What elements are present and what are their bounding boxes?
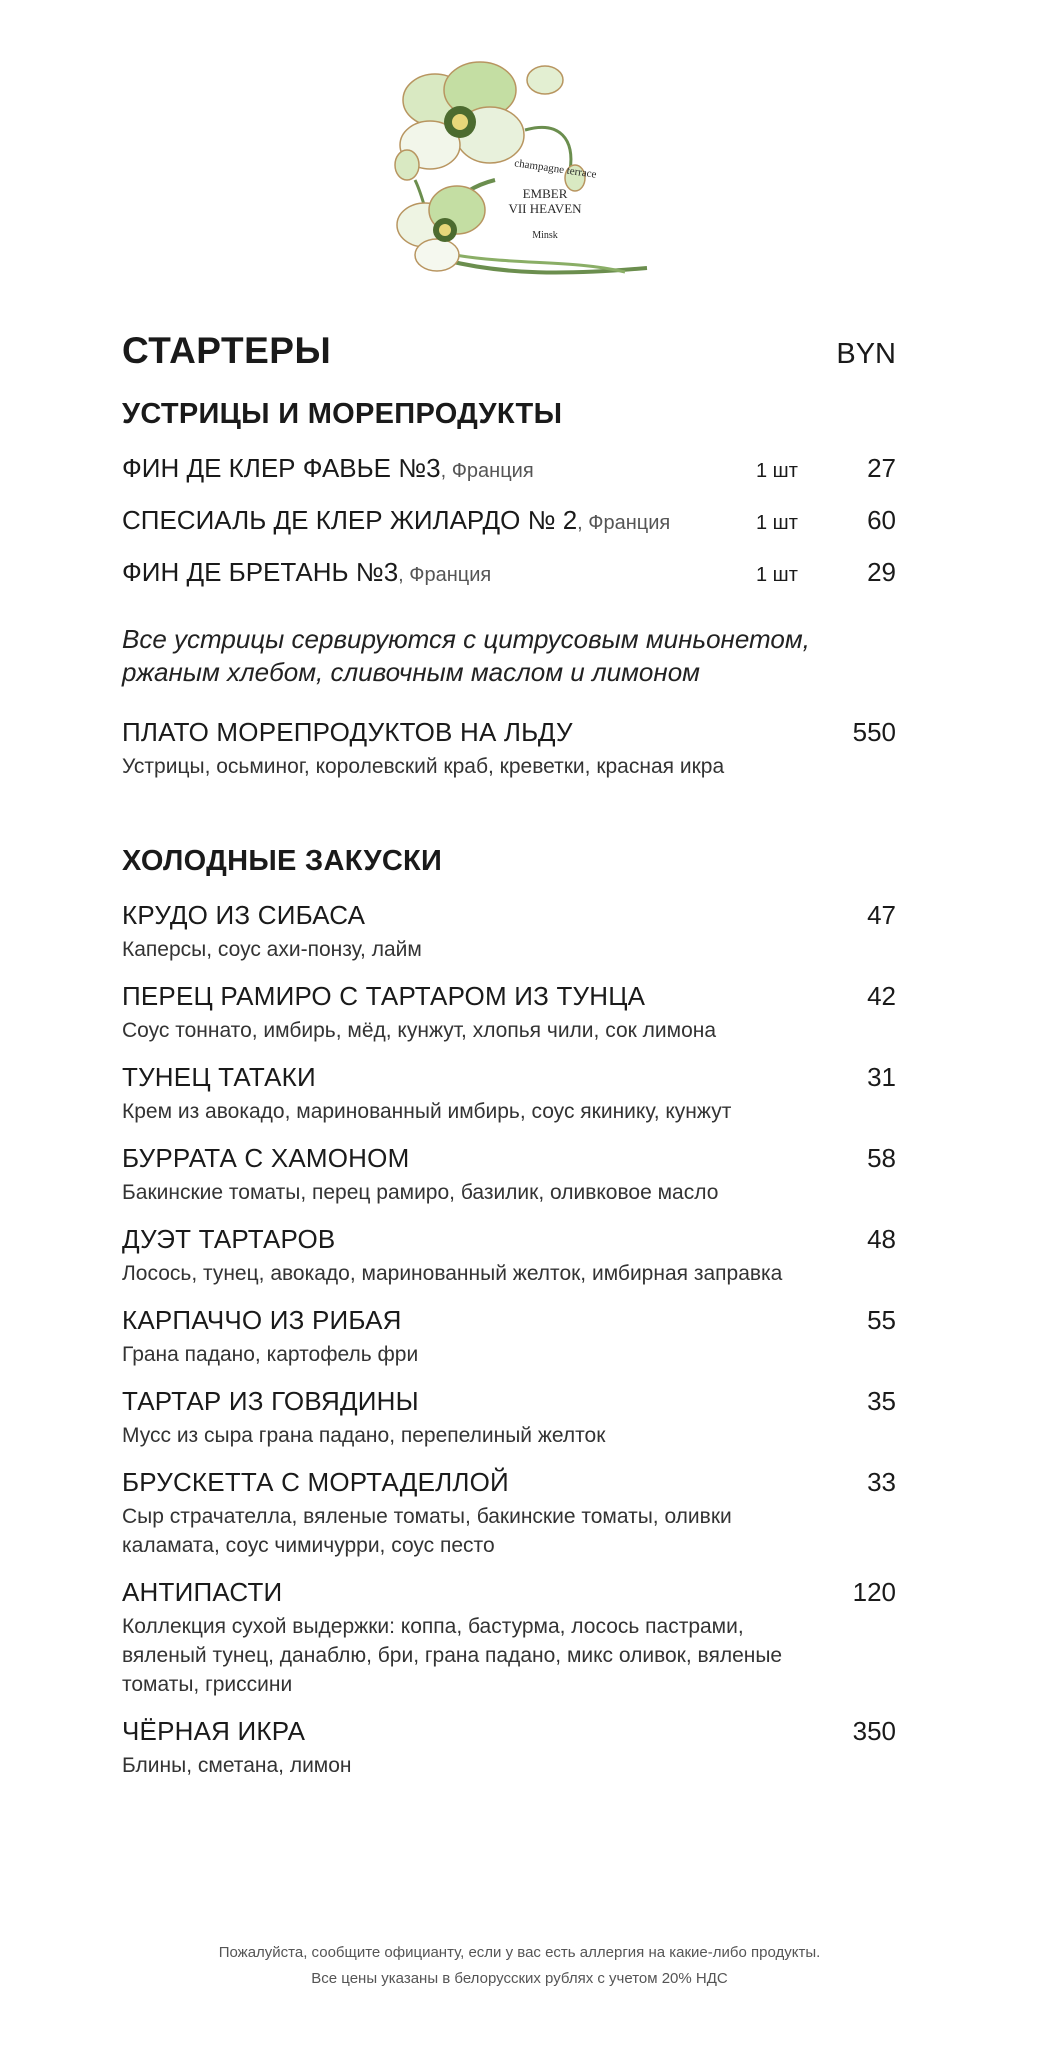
menu-item-price: 42 [867, 981, 896, 1011]
menu-item-price: 33 [867, 1467, 896, 1497]
menu-item-description: Сыр страчателла, вяленые томаты, бакинские томаты, оливки каламата, соус чимичурри, соус песто [122, 1505, 732, 1557]
logo-tagline: champagne terrace [513, 157, 598, 181]
logo-name-line2: VII HEAVEN [508, 201, 582, 216]
menu-item [122, 1716, 896, 1780]
menu-item-description: Каперсы, соус ахи-понзу, лайм [122, 938, 422, 961]
menu-item-name: БРУСКЕТТА С МОРТАДЕЛЛОЙ [122, 1467, 509, 1497]
menu-item-name: КРУДО ИЗ СИБАСА [122, 900, 366, 930]
menu-item-price: 55 [867, 1305, 896, 1335]
menu-item-price: 60 [867, 505, 896, 535]
menu-item [122, 1467, 896, 1560]
menu-item [122, 1577, 896, 1699]
menu-item [122, 1143, 896, 1207]
menu-item-price: 35 [867, 1386, 896, 1416]
menu-item-qty: 1 шт [756, 512, 798, 534]
menu-item-price: 550 [852, 717, 896, 747]
menu-item-origin: , Франция [398, 564, 492, 586]
menu-header [122, 330, 896, 372]
menu-item [122, 900, 896, 964]
restaurant-logo [385, 60, 655, 285]
menu-item-description: Крем из авокадо, маринованный имбирь, соус якинику, кунжут [122, 1100, 732, 1123]
menu-content [122, 330, 896, 1797]
menu-item-description: Бакинские томаты, перец рамиро, базилик, оливковое масло [122, 1181, 719, 1204]
section-title-oysters: УСТРИЦЫ И МОРЕПРОДУКТЫ [122, 398, 563, 430]
menu-item [122, 557, 896, 609]
menu-item-name: БУРРАТА С ХАМОНОМ [122, 1143, 410, 1173]
section-title-cold-starters: ХОЛОДНЫЕ ЗАКУСКИ [122, 845, 443, 877]
menu-item-price: 27 [867, 453, 896, 483]
logo-name-line1: EMBER [522, 186, 568, 201]
footer-notice [0, 1940, 1039, 1992]
menu-item-name: ТАРТАР ИЗ ГОВЯДИНЫ [122, 1386, 419, 1416]
menu-item-description: Устрицы, осьминог, королевский краб, креветки, красная икра [122, 755, 725, 778]
menu-item-description: Коллекция сухой выдержки: коппа, бастурма, лосось пастрами, вяленый тунец, данаблю, бри, грана падано, микс оливок, вяленые томаты, гриссини [122, 1615, 783, 1696]
menu-item [122, 1062, 896, 1126]
menu-item-name: КАРПАЧЧО ИЗ РИБАЯ [122, 1305, 402, 1335]
menu-item-origin: , Франция [440, 460, 534, 482]
menu-item-description: Блины, сметана, лимон [122, 1754, 352, 1777]
logo-city: Minsk [532, 230, 558, 241]
menu-item-price: 29 [867, 557, 896, 587]
menu-item-price: 350 [852, 1716, 896, 1746]
menu-item-name: ПЕРЕЦ РАМИРО С ТАРТАРОМ ИЗ ТУНЦА [122, 981, 646, 1011]
menu-item [122, 505, 896, 557]
menu-item-name: ПЛАТО МОРЕПРОДУКТОВ НА ЛЬДУ [122, 717, 573, 747]
menu-item-name: ФИН ДЕ КЛЕР ФАВЬЕ №3 [122, 453, 441, 483]
menu-item [122, 1224, 896, 1288]
menu-item-name: АНТИПАСТИ [122, 1577, 283, 1607]
menu-item-qty: 1 шт [756, 564, 798, 586]
menu-item-name: СПЕСИАЛЬ ДЕ КЛЕР ЖИЛАРДО № 2 [122, 505, 578, 535]
menu-item-description: Грана падано, картофель фри [122, 1343, 419, 1366]
menu-item-description: Соус тоннато, имбирь, мёд, кунжут, хлопья чили, сок лимона [122, 1019, 717, 1042]
menu-item [122, 981, 896, 1045]
menu-item-name: ЧЁРНАЯ ИКРА [122, 1716, 306, 1746]
allergy-notice: Пожалуйста, сообщите официанту, если у вас есть аллергия на какие-либо продукты. [218, 1944, 821, 1961]
currency-label: BYN [836, 338, 896, 370]
menu-item [122, 1305, 896, 1369]
menu-item-name: ТУНЕЦ ТАТАКИ [122, 1062, 316, 1092]
menu-item-qty: 1 шт [756, 460, 798, 482]
menu-item-price: 31 [867, 1062, 896, 1092]
menu-item-name: ФИН ДЕ БРЕТАНЬ №3 [122, 557, 399, 587]
page-title: СТАРТЕРЫ [122, 330, 332, 371]
menu-item-description: Лосось, тунец, авокадо, маринованный желток, имбирная заправка [122, 1262, 783, 1285]
menu-item [122, 1386, 896, 1450]
menu-item-origin: , Франция [577, 512, 671, 534]
menu-item-description: Мусс из сыра грана падано, перепелиный желток [122, 1424, 606, 1447]
oysters-serving-note: Все устрицы сервируются с цитрусовым миньонетом, ржаным хлебом, сливочным маслом и лимоном [122, 624, 810, 687]
menu-item-price: 58 [867, 1143, 896, 1173]
menu-item-price: 120 [852, 1577, 896, 1607]
menu-item [122, 717, 896, 781]
menu-item-price: 48 [867, 1224, 896, 1254]
menu-item-price: 47 [867, 900, 896, 930]
menu-item-name: ДУЭТ ТАРТАРОВ [122, 1224, 336, 1254]
price-notice: Все цены указаны в белорусских рублях с учетом 20% НДС [311, 1970, 728, 1987]
menu-item [122, 453, 896, 505]
